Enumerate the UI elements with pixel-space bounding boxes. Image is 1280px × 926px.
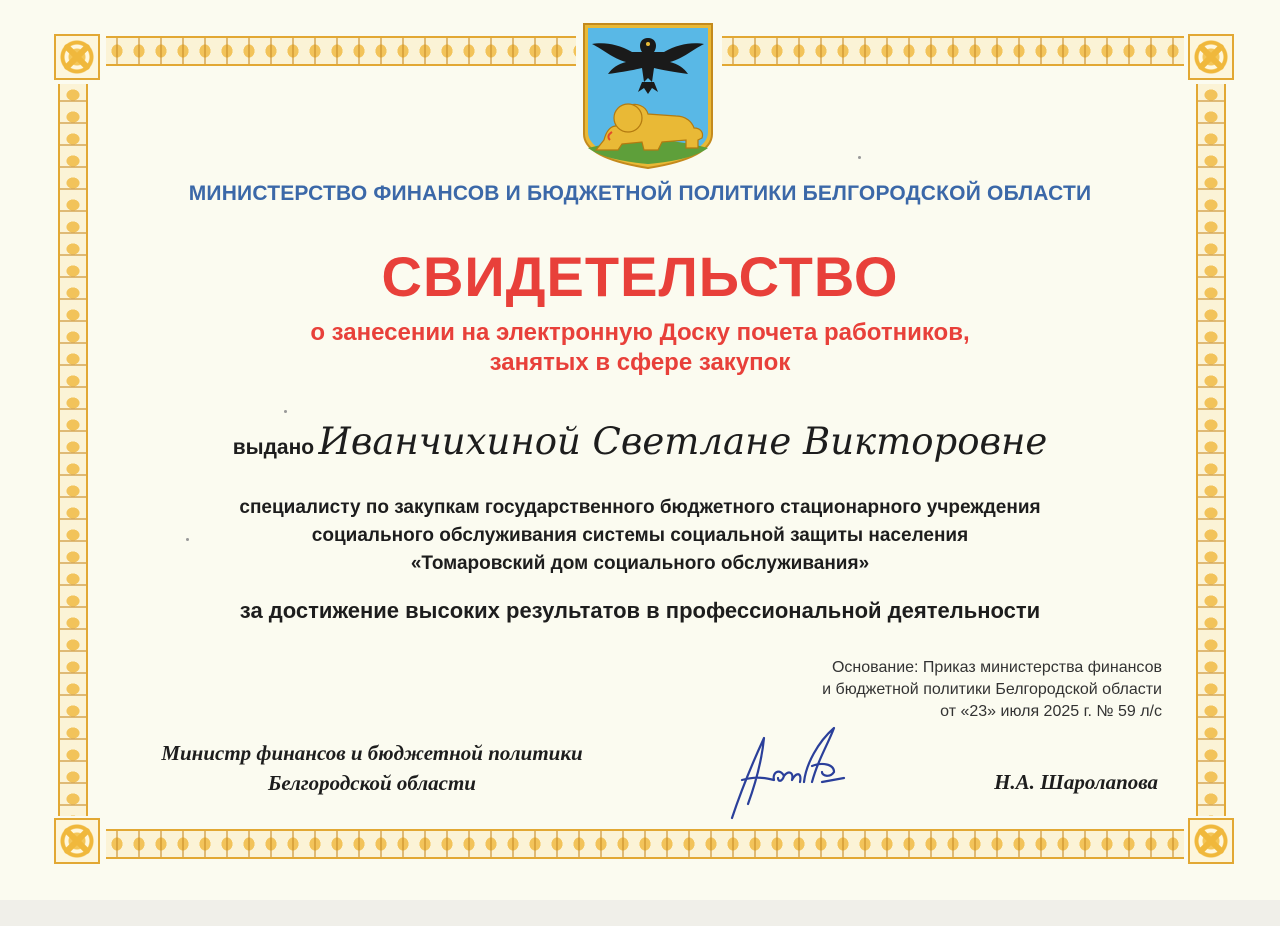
signer-title-line-1: Министр финансов и бюджетной политики (161, 741, 583, 765)
corner-ornament-bottom-right (1188, 818, 1234, 864)
corner-ornament-top-left (54, 34, 100, 80)
ministry-name: МИНИСТЕРСТВО ФИНАНСОВ И БЮДЖЕТНОЙ ПОЛИТИКИ БЕЛГОРОДСКОЙ ОБЛАСТИ (188, 182, 1092, 205)
signer-title (122, 738, 622, 798)
recipient-block (60, 420, 1220, 463)
border-top-right (722, 36, 1184, 66)
basis-line-3: от «23» июля 2025 г. № 59 л/с (940, 703, 1162, 720)
scan-speck (284, 410, 287, 413)
order-basis (702, 657, 1162, 723)
recipient-position (60, 494, 1220, 578)
merit-statement: за достижение высоких результатов в профессиональной деятельности (239, 598, 1041, 623)
signer-name: Н.А. Шаролапова (994, 770, 1158, 794)
handwritten-signature-icon (722, 724, 862, 824)
position-line-3: «Томаровский дом социального обслуживания» (410, 553, 870, 574)
border-top (106, 36, 576, 66)
issued-label: выдано (232, 436, 315, 459)
corner-ornament-bottom-left (54, 818, 100, 864)
subtitle-line-2: занятых в сфере закупок (489, 349, 791, 376)
scan-speck (858, 156, 861, 159)
belgorod-coat-of-arms-icon (582, 22, 714, 170)
border-bottom (106, 829, 1184, 859)
certificate-title: СВИДЕТЕЛЬСТВО (381, 245, 899, 308)
scan-bottom-strip (0, 900, 1280, 926)
recipient-name: Иванчихиной Светлане Викторовне (318, 420, 1048, 463)
certificate-subtitle (60, 318, 1220, 378)
position-line-1: специалисту по закупкам государственного бюджетного стационарного учреждения (239, 497, 1041, 518)
basis-line-2: и бюджетной политики Белгородской области (822, 681, 1162, 698)
position-line-2: социального обслуживания системы социальной защиты населения (311, 525, 969, 546)
scan-speck (186, 538, 189, 541)
corner-ornament-top-right (1188, 34, 1234, 80)
signer-title-line-2: Белгородской области (268, 771, 476, 795)
subtitle-line-1: о занесении на электронную Доску почета работников, (310, 319, 970, 346)
basis-line-1: Основание: Приказ министерства финансов (831, 659, 1162, 676)
